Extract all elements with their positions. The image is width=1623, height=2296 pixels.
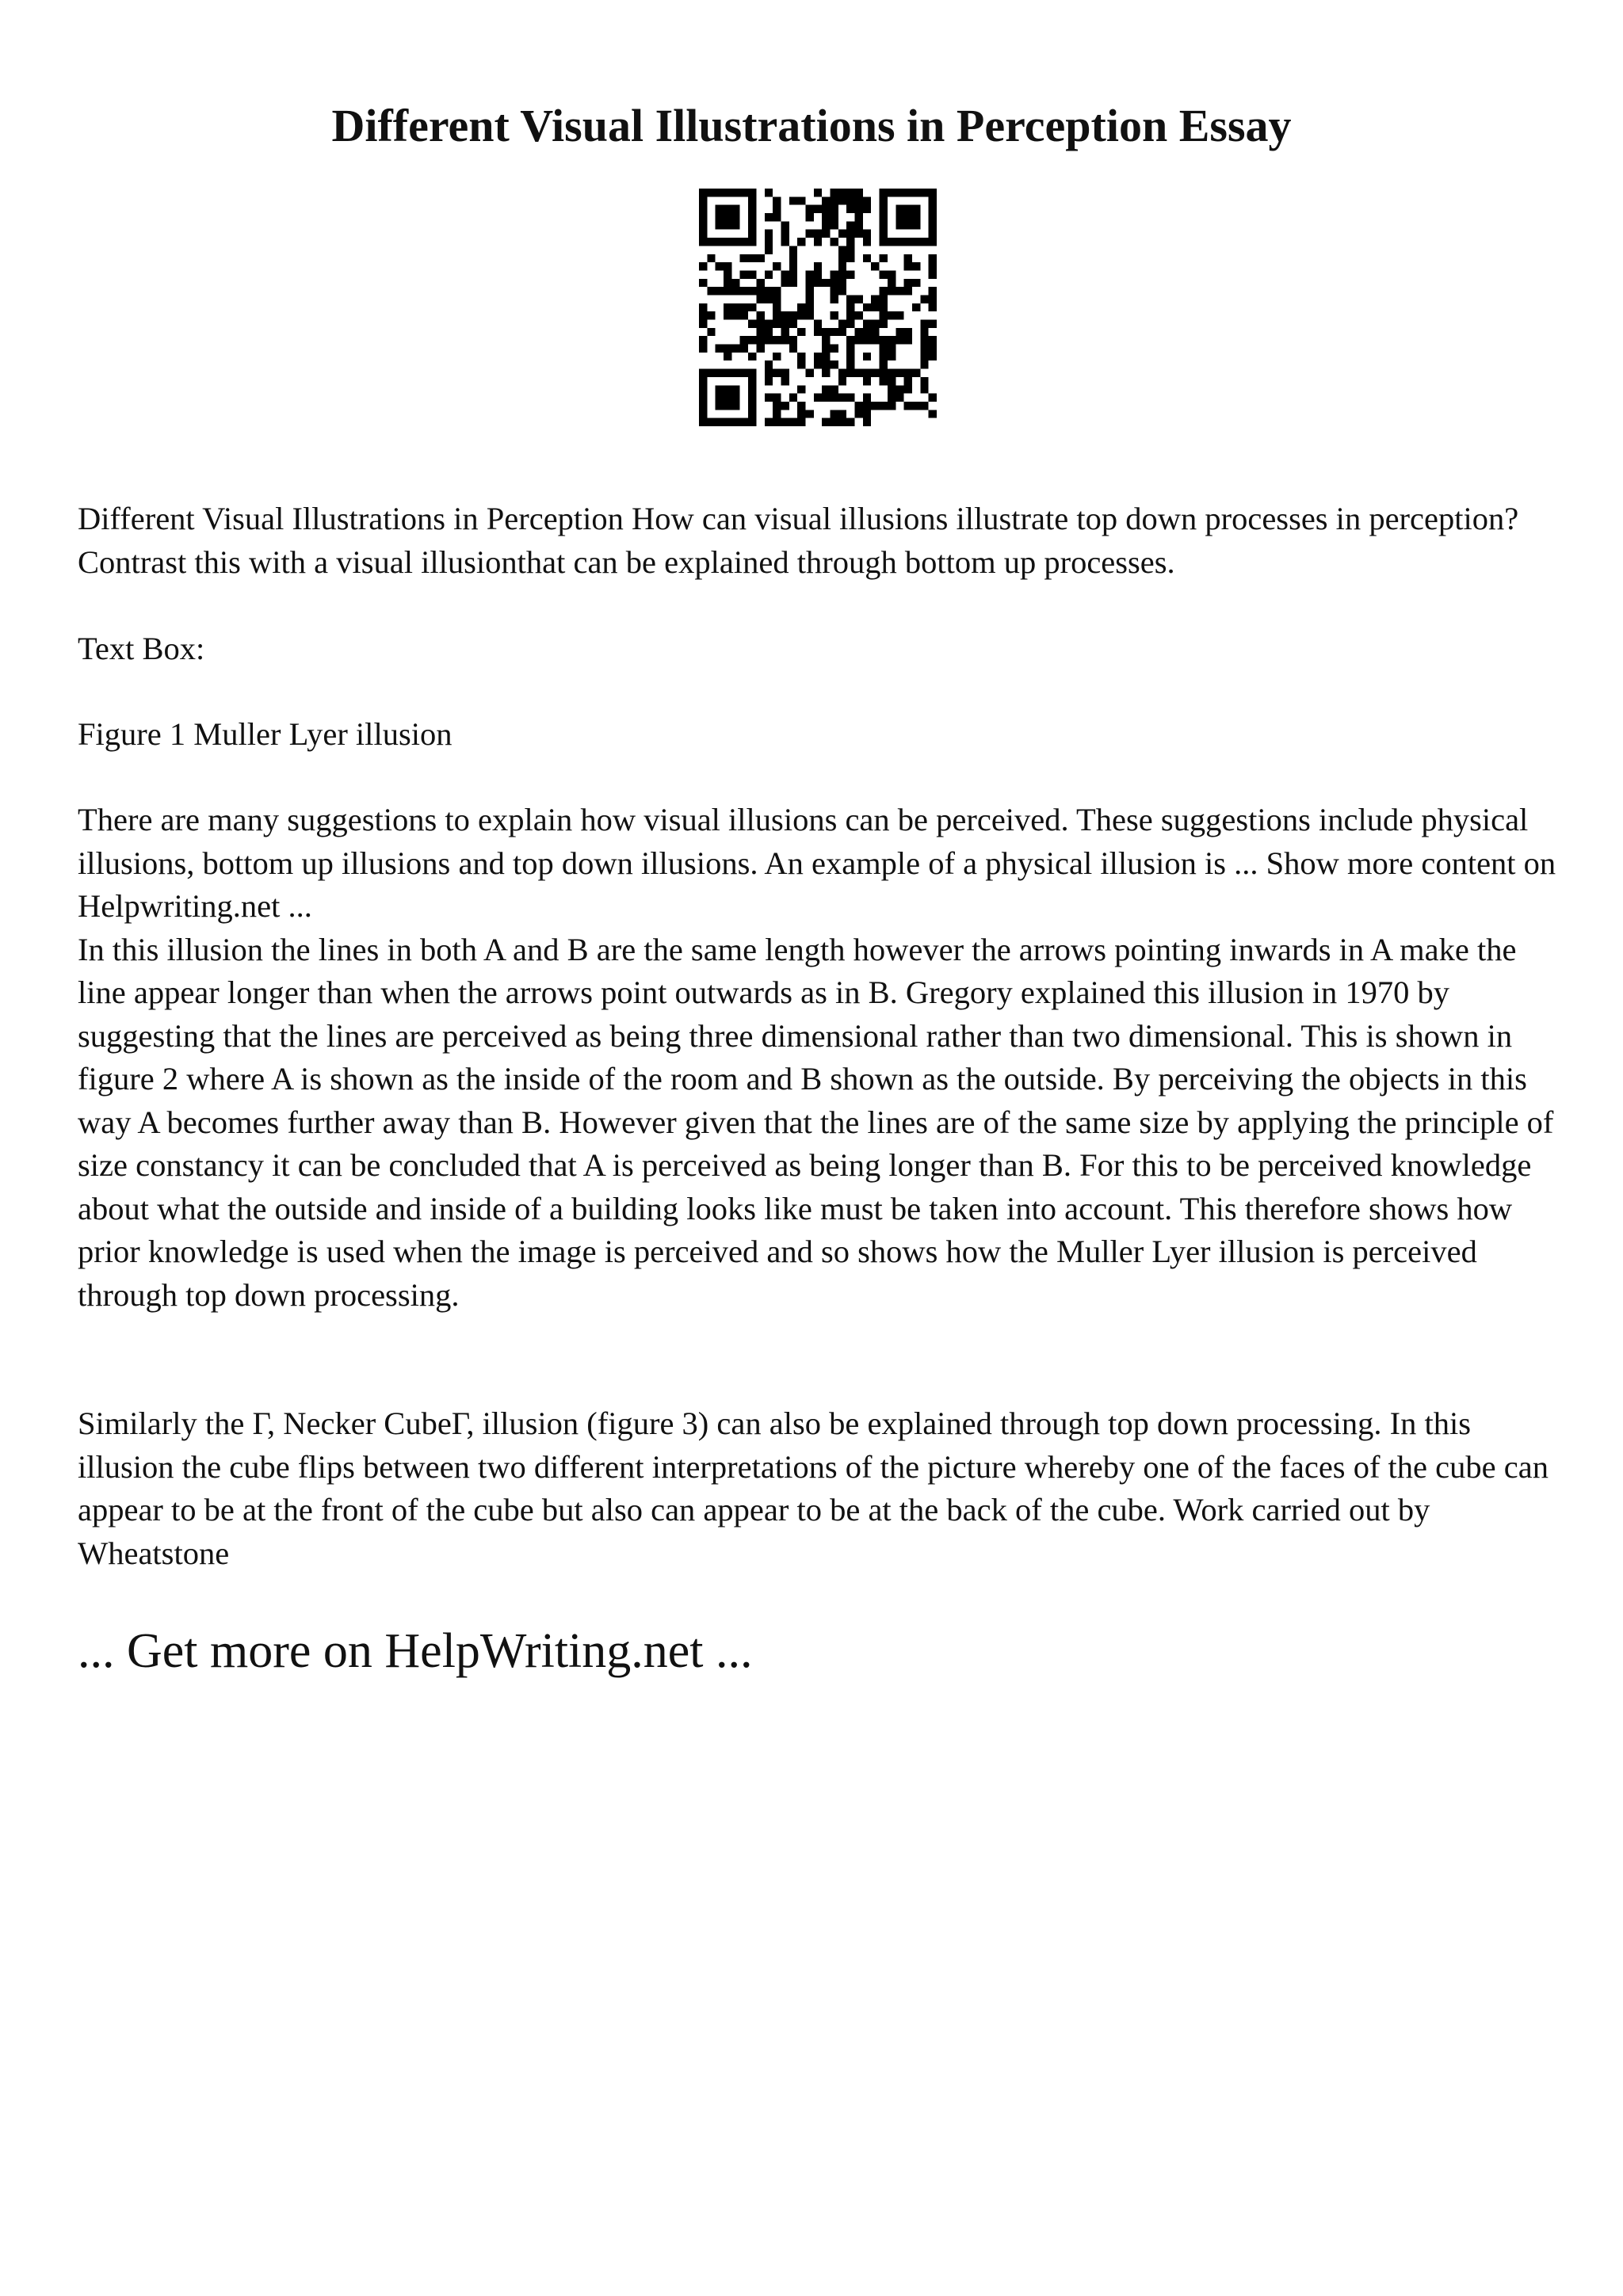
necker-cube-paragraph: Similarly the Γ, Necker CubeΓ, illusion (figure 3) can also be explained through top down processing. In this illusion the cube flips between two different interpretations of the picture whereby one of the faces of the cube can appear to be at the front of the cube but also can appear to be at the back of the cube. Work carried out by Wheatstone (78, 1405, 1549, 1571)
main-paragraph-part-1: There are many suggestions to explain how visual illusions can be perceived. These suggestions include physical illusions, bottom up illusions and top down illusions. An example of a physical illusion is ... Show more content on Helpwriting.net ... (78, 802, 1556, 924)
main-paragraph-part-2: In this illusion the lines in both A and B are the same length however the arrows pointing inwards in A make the line appear longer than when the arrows point outwards as in B. Gregory explained this illusion in 1970 by suggesting that the lines are perceived as being three dimensional rather than two dimensional. This is shown in figure 2 where A is shown as the inside of the room and B shown as the outside. By perceiving the objects in this way A becomes further away than B. However given that the lines are of the same size by applying the principle of size constancy it can be concluded that A is perceived as being longer than B. For this to be perceived knowledge about what the outside and inside of a building looks like must be taken into account. This therefore shows how prior knowledge is used when the image is perceived and so shows how the Muller Lyer illusion is perceived through top down processing. (78, 931, 1554, 1313)
figure-caption: Figure 1 Muller Lyer illusion (78, 716, 453, 752)
main-paragraph (78, 799, 1568, 1317)
document-title: Different Visual Illustrations in Perception Essay (331, 100, 1292, 151)
get-more-link[interactable]: ... Get more on HelpWriting.net ... (78, 1624, 753, 1678)
intro-paragraph: Different Visual Illustrations in Perception How can visual illusions illustrate top down processes in perception? Contrast this with a visual illusionthat can be explained through bottom up processes. (78, 501, 1519, 580)
qr-code-icon (699, 189, 937, 426)
text-box-label: Text Box: (78, 631, 205, 666)
